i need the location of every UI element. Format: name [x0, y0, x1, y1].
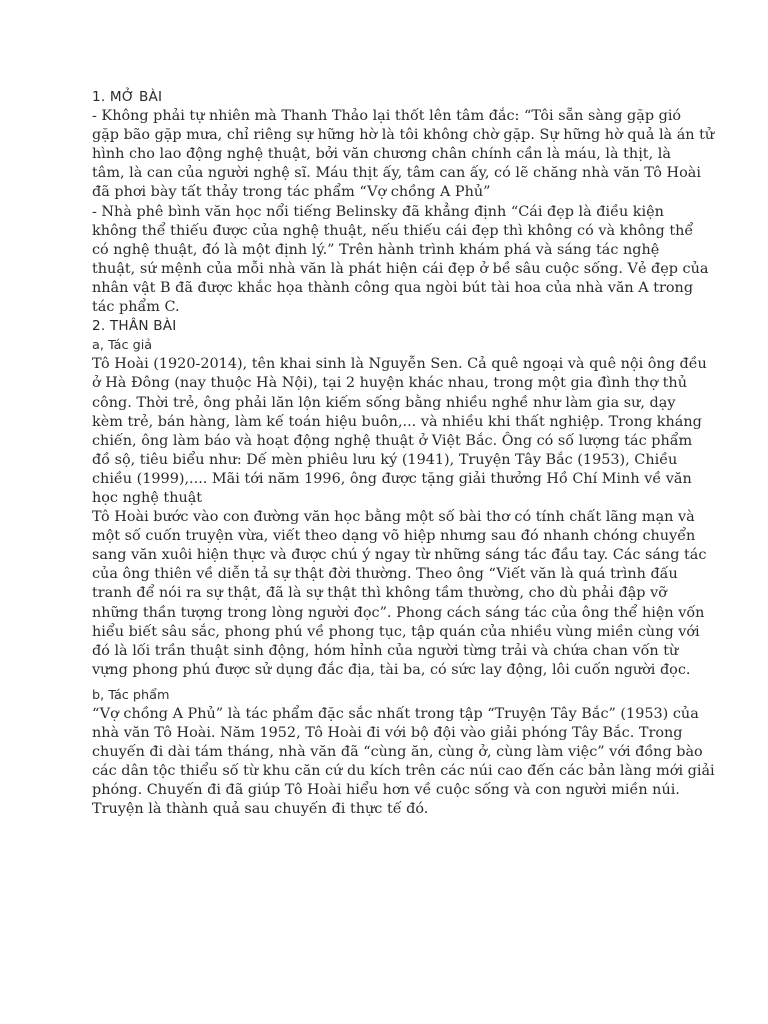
text-line: phóng. Chuyến đi đã giúp Tô Hoài hiểu hơn về cuộc sống và con người miền núi.: [92, 782, 680, 799]
section-than-bai: [92, 317, 715, 819]
text-line: Tô Hoài (1920-2014), tên khai sinh là Nguyễn Sen. Cả quê ngoại và quê nội ông đều: [92, 356, 707, 373]
text-line: - Không phải tự nhiên mà Thanh Thảo lại thốt lên tâm đắc: “Tôi sẵn sàng gặp gió: [92, 108, 682, 125]
paragraph-mo-bai-1: [92, 107, 715, 202]
paragraph-tac-gia-1: [92, 355, 707, 508]
subsection-tac-gia: [92, 336, 707, 680]
text-line: chiến, ông làm báo và hoạt động nghệ thuật ở Việt Bắc. Ông có số lượng tác phẩm: [92, 432, 693, 449]
text-line: Tô Hoài bước vào con đường văn học bằng một số bài thơ có tính chất lãng mạn và: [92, 509, 695, 526]
text-line: tác phẩm C.: [92, 299, 180, 316]
text-line: kèm trẻ, bán hàng, làm kế toán hiệu buôn,... và nhiều khi thất nghiệp. Trong kháng: [92, 413, 702, 430]
text-line: hiểu biết sâu sắc, phong phú về phong tục, tập quán của nhiều vùng miền cùng với: [92, 623, 700, 640]
text-line: của ông thiên về diễn tả sự thật đời thường. Theo ông “Viết văn là quá trình đấu: [92, 566, 678, 583]
document-page: [92, 88, 715, 820]
text-line: sang văn xuôi hiện thực và được chú ý ngay từ những sáng tác đầu tay. Các sáng tác: [92, 547, 707, 564]
text-line: hình cho lao động nghệ thuật, bởi văn chương chân chính cần là máu, là thịt, là: [92, 146, 671, 163]
text-line: một số cuốn truyện vừa, viết theo dạng võ hiệp nhưng sau đó nhanh chóng chuyển: [92, 528, 696, 545]
section-mo-bai: [92, 88, 715, 317]
text-line: đó là lối trần thuật sinh động, hóm hỉnh của người từng trải và chứa chan vốn từ: [92, 642, 679, 659]
text-line: đồ sộ, tiêu biểu như: Dế mèn phiêu lưu ký (1941), Truyện Tây Bắc (1953), Chiều: [92, 451, 678, 468]
text-line: nhà văn Tô Hoài. Năm 1952, Tô Hoài đi với bộ đội vào giải phóng Tây Bắc. Trong: [92, 725, 683, 742]
text-line: nhân vật B đã được khắc họa thành công qua ngòi bút tài hoa của nhà văn A trong: [92, 279, 694, 296]
text-line: “Vợ chồng A Phủ” là tác phẩm đặc sắc nhất trong tập “Truyện Tây Bắc” (1953) của: [92, 706, 699, 722]
text-line: Truyện là thành quả sau chuyến đi thực tế đó.: [92, 801, 429, 818]
text-line: gặp bão gặp mưa, chỉ riêng sự hững hờ là tôi không chờ gặp. Sự hững hờ quả là án tử: [92, 127, 715, 144]
text-line: - Nhà phê bình văn học nổi tiếng Belinsky đã khẳng định “Cái đẹp là điều kiện: [92, 203, 664, 220]
text-line: không thể thiếu được của nghệ thuật, nếu thiếu cái đẹp thì không có và không thể: [92, 222, 694, 239]
section-heading-than-bai: 2. THÂN BÀI: [92, 318, 177, 335]
text-line: đã phơi bày tất thảy trong tác phẩm “Vợ chồng A Phủ”: [92, 184, 491, 201]
text-line: các dân tộc thiểu số từ khu căn cứ du kích trên các núi cao đến các bản làng mới giải: [92, 763, 715, 780]
paragraph-tac-pham-1: [92, 705, 715, 820]
text-line: chuyến đi dài tám tháng, nhà văn đã “cùng ăn, cùng ở, cùng làm việc” với đồng bào: [92, 744, 703, 761]
text-line: chiều (1999),.... Mãi tới năm 1996, ông được tặng giải thưởng Hồ Chí Minh về văn: [92, 470, 692, 487]
section-heading-mo-bai: 1. MỞ BÀI: [92, 89, 163, 105]
text-line: tâm, là can của người nghệ sĩ. Máu thịt ấy, tâm can ấy, có lẽ chăng nhà văn Tô Hoài: [92, 165, 701, 182]
text-line: học nghệ thuật: [92, 489, 203, 506]
subheading-tac-pham: b, Tác phẩm: [92, 687, 170, 703]
paragraph-mo-bai-2: [92, 203, 709, 318]
text-line: tranh để nói ra sự thật, đã là sự thật thì không tầm thường, cho dù phải đập vỡ: [92, 585, 667, 602]
text-line: công. Thời trẻ, ông phải lăn lộn kiếm sống bằng nhiều nghề như làm gia sư, dạy: [92, 394, 676, 411]
subsection-tac-pham: [92, 686, 715, 820]
text-line: thuật, sứ mệnh của mỗi nhà văn là phát hiện cái đẹp ở bề sâu cuộc sống. Vẻ đẹp của: [92, 260, 709, 277]
text-line: ở Hà Đông (nay thuộc Hà Nội), tại 2 huyện khác nhau, trong một gia đình thợ thủ: [92, 375, 687, 392]
subheading-tac-gia: a, Tác giả: [92, 338, 153, 354]
text-line: vựng phong phú được sử dụng đắc địa, tài ba, có sức lay động, lôi cuốn người đọc.: [92, 661, 691, 678]
paragraph-tac-gia-2: [92, 508, 707, 680]
text-line: có nghệ thuật, đó là một định lý.” Trên hành trình khám phá và sáng tác nghệ: [92, 241, 660, 258]
text-line: những thần tượng trong lòng người đọc”. Phong cách sáng tác của ông thể hiện vốn: [92, 604, 705, 621]
